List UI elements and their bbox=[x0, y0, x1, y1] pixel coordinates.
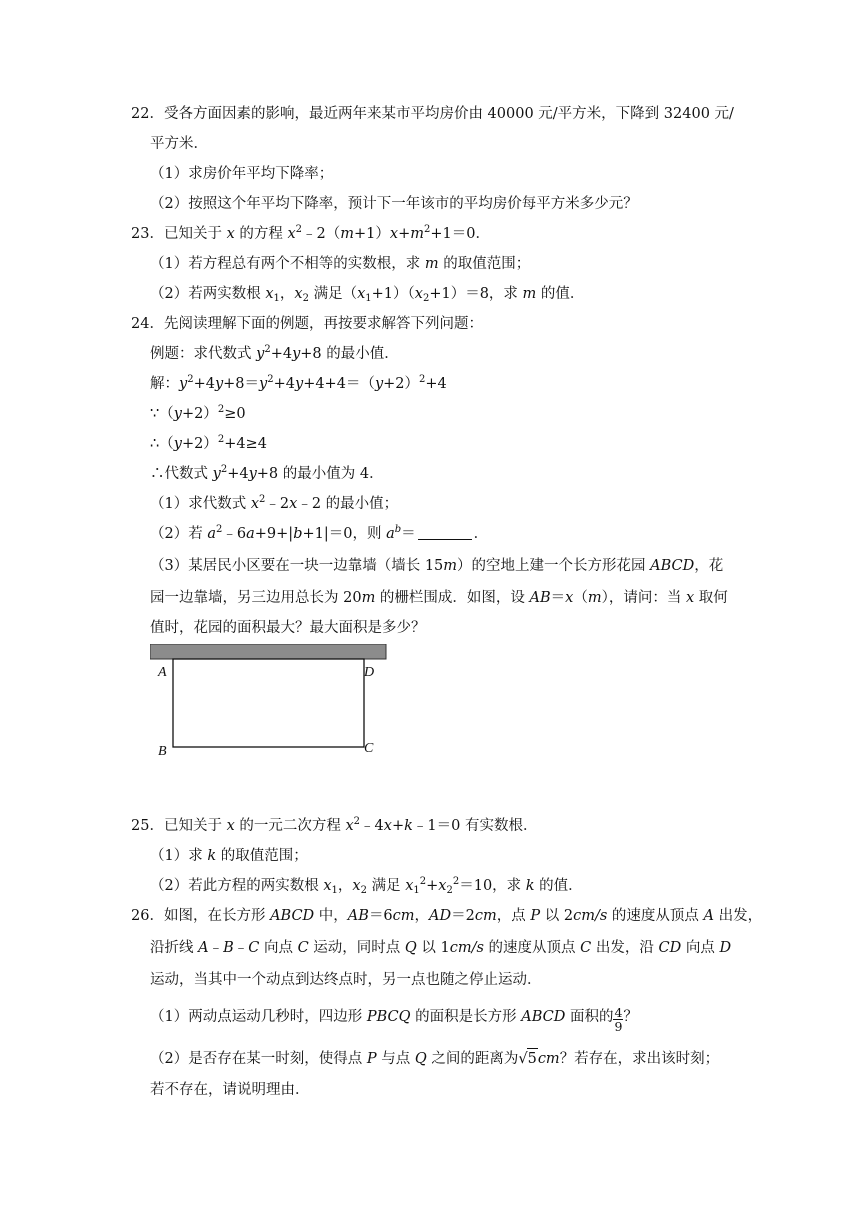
q26-line-1: 26．如图，在长方形 ABCD 中，AB＝6cm，AD＝2cm，点 P 以 2cm/s 的速度从顶点 A 出发， bbox=[131, 908, 763, 924]
q23-line-1: 23．已知关于 x 的方程 $x^2﹣2(m+1)x+m^2+1=0$． bbox=[131, 224, 490, 242]
wall bbox=[150, 644, 386, 659]
q25-line-1: 25．已知关于 x 的一元二次方程 $x^2﹣4x+k﹣1=0$ 有实数根． bbox=[131, 816, 538, 834]
q25-part-2: （2）若此方程的两实数根 $x_1$，$x_2$ 满足 $x_1^2+x_2^2=10$，求 k 的值． bbox=[150, 876, 583, 896]
label-D: D bbox=[364, 665, 375, 680]
q26-number: 26． bbox=[131, 908, 164, 924]
q24-solution: 解：$y^2+4y+8=y^2+4y+4+4=(y+2)^2+4$ bbox=[150, 374, 447, 392]
q24-part-1: （1）求代数式 $x^2﹣2x﹣2$ 的最小值； bbox=[150, 494, 399, 512]
q26-line-2: 沿折线 A﹣B﹣C 向点 C 运动，同时点 Q 以 1cm/s 的速度从顶点 C 出发，沿 CD 向点 D bbox=[150, 940, 732, 956]
label-C: C bbox=[364, 741, 374, 756]
q22-line-1: 22．受各方面因素的影响，最近两年来某市平均房价由 40000 元/平方米，下降到 32400 元/ bbox=[131, 106, 734, 122]
answer-blank[interactable] bbox=[418, 527, 472, 540]
q24-part-2: （2）若 $a^2﹣6a+9+|b+1|=0$，则 $a^b=$ ． bbox=[150, 524, 489, 542]
garden-rectangle bbox=[173, 659, 364, 747]
q26-part-2-line-2: 若不存在，请说明理由． bbox=[150, 1082, 310, 1098]
q22-part-2: （2）按照这个年平均下降率，预计下一年该市的平均房价每平方米多少元？ bbox=[150, 196, 638, 212]
q24-part-3-line-1: （3）某居民小区要在一块一边靠墙（墙长 15m）的空地上建一个长方形花园 ABCD，花 bbox=[150, 558, 724, 574]
q26-part-2-line-1: （2）是否存在某一时刻，使得点 P 与点 Q 之间的距离为√5cm？若存在，求出该时刻； bbox=[150, 1048, 719, 1069]
label-B: B bbox=[158, 744, 167, 758]
q22-number: 22． bbox=[131, 106, 164, 122]
q25-part-1: （1）求 k 的取值范围； bbox=[150, 848, 308, 864]
q23-part-1: （1）若方程总有两个不相等的实数根，求 m 的取值范围； bbox=[150, 256, 531, 272]
q24-reason-2: $\therefore(y+2)^2+4\ge 4$ bbox=[150, 434, 267, 452]
q23-part-2: （2）若两实数根 $x_1$，$x_2$ 满足$(x_1+1)(x_2+1)=8$，求 m 的值． bbox=[150, 286, 585, 304]
q23-number: 23． bbox=[131, 226, 164, 242]
q24-line-1: 24．先阅读理解下面的例题，再按要求解答下列问题： bbox=[131, 316, 483, 332]
fraction-4-9: $\frac{4}{9}$ bbox=[614, 1005, 623, 1034]
q24-example: 例题：求代数式 $y^2+4y+8$ 的最小值． bbox=[150, 344, 399, 362]
q22-line-2: 平方米． bbox=[150, 136, 208, 152]
garden-figure bbox=[150, 644, 390, 758]
q25-number: 25． bbox=[131, 818, 164, 834]
q24-part-3-line-2: 园一边靠墙，另三边用总长为 20m 的栅栏围成．如图，设 AB＝x（m），请问：当 x 取何 bbox=[150, 590, 728, 606]
q24-number: 24． bbox=[131, 316, 164, 332]
q24-part-3-line-3: 值时，花园的面积最大？最大面积是多少？ bbox=[150, 620, 426, 636]
q26-part-1: （1）两动点运动几秒时，四边形 PBCQ 的面积是长方形 ABCD 面积的 $\frac{4}{9}$ ？ bbox=[150, 1005, 638, 1034]
q26-line-3: 运动，当其中一个动点到达终点时，另一点也随之停止运动． bbox=[150, 972, 542, 988]
q24-reason-3: ∴代数式 $y^2+4y+8$ 的最小值为 4． bbox=[150, 464, 384, 482]
label-A: A bbox=[158, 665, 167, 680]
q24-reason-1: $\because(y+2)^2\ge 0$ bbox=[150, 404, 246, 422]
sqrt-icon: √ bbox=[518, 1051, 528, 1067]
q22-part-1: （1）求房价年平均下降率； bbox=[150, 166, 334, 182]
